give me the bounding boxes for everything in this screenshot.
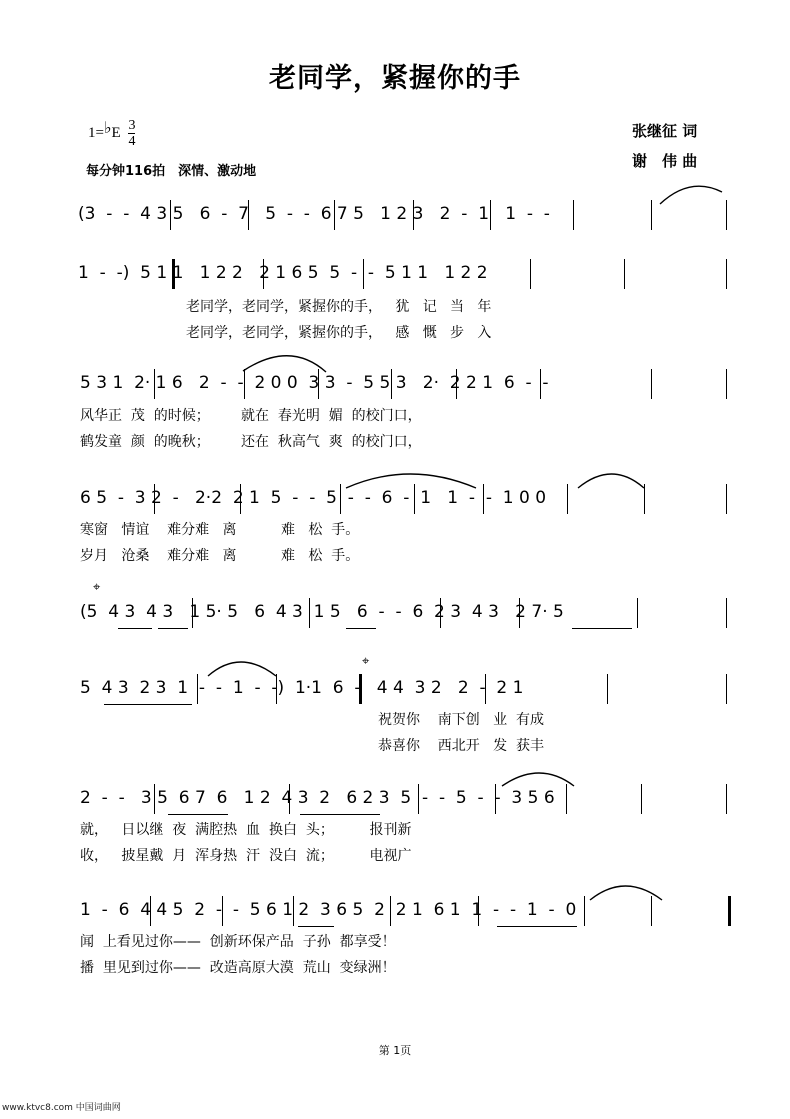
composer-credit: 谢 伟 曲 bbox=[632, 152, 698, 170]
key-prefix: 1= bbox=[88, 124, 104, 141]
song-title: 老同学，紧握你的手 bbox=[269, 63, 521, 94]
tie-arc bbox=[660, 186, 722, 204]
score-line-7-notes: 2 - - 3 5 6 7 6 1 2 4 3 2 6 2 3 5 - - 5 - - 3 5 6 bbox=[80, 788, 555, 808]
score-line-7-lyric-2: 收， 披星戴 月 浑身热 汗 没白 流； 电视广 bbox=[80, 848, 412, 864]
key-note: E bbox=[111, 124, 121, 141]
score-line-8-lyric-1: 闻 上看见过你—— 创新环保产品 子孙 都享受！ bbox=[80, 934, 396, 950]
tie-arc bbox=[208, 662, 276, 676]
score-line-8-lyric-2: 播 里见到过你—— 改造高原大漠 荒山 变绿洲！ bbox=[80, 960, 396, 976]
tie-arc bbox=[578, 474, 644, 488]
score-line-2-lyric-2: 老同学，老同学，紧握你的手， 感 慨 步 入 bbox=[186, 325, 492, 341]
score-line-4-notes: 6 5 - 3 2 - 2·2 2 1 5 - - 5 - - 6 - 1 1 - - 1 0 0 bbox=[80, 488, 547, 508]
score-line-1-notes: (3 - - 4 3 5 6 - 7 5 - - 6 7 5 1 2 3 2 - 1 1 - - bbox=[78, 204, 550, 224]
time-signature-denominator: 4 bbox=[128, 134, 136, 149]
score-line-7-lyric-1: 就， 日以继 夜 满腔热 血 换白 头； 报刊新 bbox=[80, 822, 412, 838]
time-signature-numerator: 3 bbox=[128, 118, 136, 133]
tie-arc bbox=[346, 474, 476, 488]
score-line-3-lyric-1: 风华正 茂 的时候； 就在 春光明 媚 的校门口， bbox=[80, 408, 422, 424]
segno-mark-1: ⌖ bbox=[93, 580, 101, 595]
site-watermark: www.ktvc8.com 中国词曲网 bbox=[2, 1103, 121, 1113]
score-line-2-notes: 1 - -) 5 1 1 1 2 2 2 1 6 5 5 - - 5 1 1 1 2 2 bbox=[78, 263, 488, 283]
score-line-4-lyric-2: 岁月 沧桑 难分难 离 难 松 手。 bbox=[80, 548, 360, 564]
score-line-8-notes: 1 - 6 4 4 5 2 - - 5 6 1 2 3 6 5 2 2 1 6 1 1 - - 1 - 0 bbox=[80, 900, 577, 920]
score-line-3-notes: 5 3 1 2· 1 6 2 - - 2 0 0 3 3 - 5 5 3 2· 2 2 1 6 - - bbox=[80, 373, 549, 393]
segno-mark-2: ⌖ bbox=[362, 654, 370, 669]
flat-symbol: ♭ bbox=[103, 119, 112, 137]
tie-arc bbox=[502, 773, 574, 786]
score-line-5-notes: (5 4 3 4 3 1 5· 5 6 4 3 1 5 6 - - 6 2 3 4 3 2 7· 5 bbox=[80, 602, 564, 622]
tie-arc bbox=[243, 356, 326, 372]
page-number: 第 1页 bbox=[378, 1044, 412, 1057]
tie-arc bbox=[590, 886, 662, 900]
score-line-2-lyric-1: 老同学，老同学，紧握你的手， 犹 记 当 年 bbox=[186, 299, 492, 315]
score-line-6-lyric-1: 祝贺你 南下创 业 有成 bbox=[378, 712, 545, 728]
score-line-6-notes: 5 4 3 2 3 1 - - 1 - -) 1·1 6 - 4 4 3 2 2 - 2 1 bbox=[80, 678, 524, 698]
score-line-3-lyric-2: 鹤发童 颜 的晚秋； 还在 秋高气 爽 的校门口， bbox=[80, 434, 422, 450]
lyricist-credit: 张继征 词 bbox=[632, 122, 698, 140]
score-line-4-lyric-1: 寒窗 情谊 难分难 离 难 松 手。 bbox=[80, 522, 360, 538]
tempo-marking: 每分钟116拍 深情、激动地 bbox=[86, 164, 257, 179]
score-line-6-lyric-2: 恭喜你 西北开 发 获丰 bbox=[378, 738, 545, 754]
